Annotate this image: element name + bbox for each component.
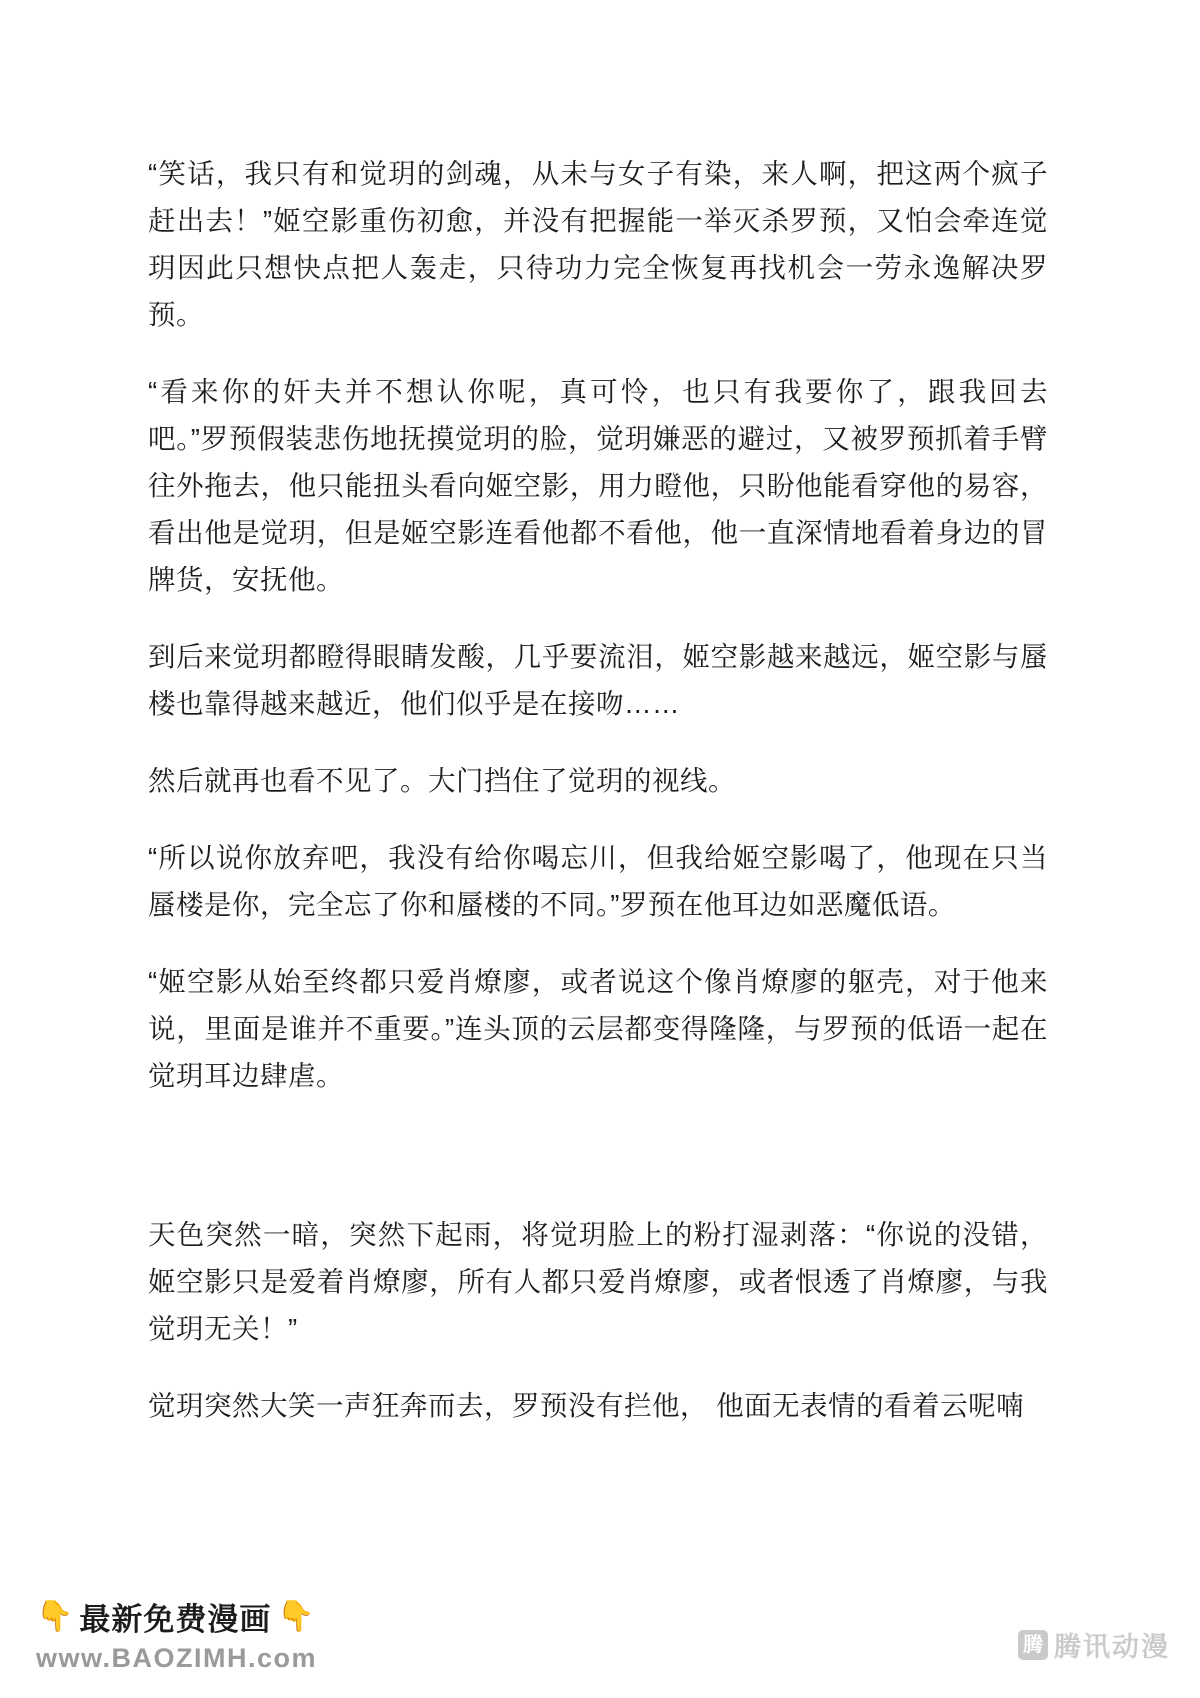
publisher-badge-icon: 腾 xyxy=(1018,1630,1048,1660)
paragraph: “所以说你放弃吧，我没有给你喝忘川，但我给姬空影喝了，他现在只当蜃楼是你，完全忘了你和蜃楼的不同。”罗预在他耳边如恶魔低语。 xyxy=(148,842,1048,920)
paragraph: 然后就再也看不见了。大门挡住了觉玥的视线。 xyxy=(148,765,736,796)
watermark-title: 最新免费漫画 xyxy=(79,1602,272,1637)
pointing-down-hand-icon-left: 👇 xyxy=(36,1599,74,1633)
paragraph: 天色突然一暗，突然下起雨，将觉玥脸上的粉打湿剥落：“你说的没错，姬空影只是爱着肖燎廖，所有人都只爱肖燎廖，或者恨透了肖燎廖，与我觉玥无关！” xyxy=(148,1219,1048,1344)
site-watermark xyxy=(36,1594,317,1674)
publisher-watermark-text: 腾讯动漫 xyxy=(1054,1632,1170,1662)
paragraph: 觉玥突然大笑一声狂奔而去，罗预没有拦他， 他面无表情的看着云呢喃 xyxy=(148,1390,1025,1421)
story-text-body xyxy=(148,150,1048,1459)
publisher-watermark xyxy=(1018,1625,1170,1664)
paragraph: “看来你的奸夫并不想认你呢，真可怜，也只有我要你了，跟我回去吧。”罗预假装悲伤地抚摸觉玥的脸，觉玥嫌恶的避过，又被罗预抓着手臂往外拖去，他只能扭头看向姬空影，用力瞪他，只盼他能看穿他的易容，看出他是觉玥，但是姬空影连看他都不看他，他一直深情地看着身边的冒牌货，安抚他。 xyxy=(148,376,1048,595)
watermark-title-row xyxy=(36,1594,315,1639)
watermark-url: www.BAOZIMH.com xyxy=(36,1643,318,1673)
paragraph: 到后来觉玥都瞪得眼睛发酸，几乎要流泪，姬空影越来越远，姬空影与蜃楼也靠得越来越近，他们似乎是在接吻…… xyxy=(148,641,1048,719)
paragraph: “笑话，我只有和觉玥的剑魂，从未与女子有染，来人啊，把这两个疯子赶出去！”姬空影重伤初愈，并没有把握能一举灭杀罗预，又怕会牵连觉玥因此只想快点把人轰走，只待功力完全恢复再找机会一劳永逸解决罗预。 xyxy=(148,158,1048,330)
paragraph: “姬空影从始至终都只爱肖燎廖，或者说这个像肖燎廖的躯壳，对于他来说，里面是谁并不重要。”连头顶的云层都变得隆隆，与罗预的低语一起在觉玥耳边肆虐。 xyxy=(148,966,1048,1091)
page-footer xyxy=(0,1548,1200,1698)
pointing-down-hand-icon-right: 👇 xyxy=(277,1599,315,1633)
